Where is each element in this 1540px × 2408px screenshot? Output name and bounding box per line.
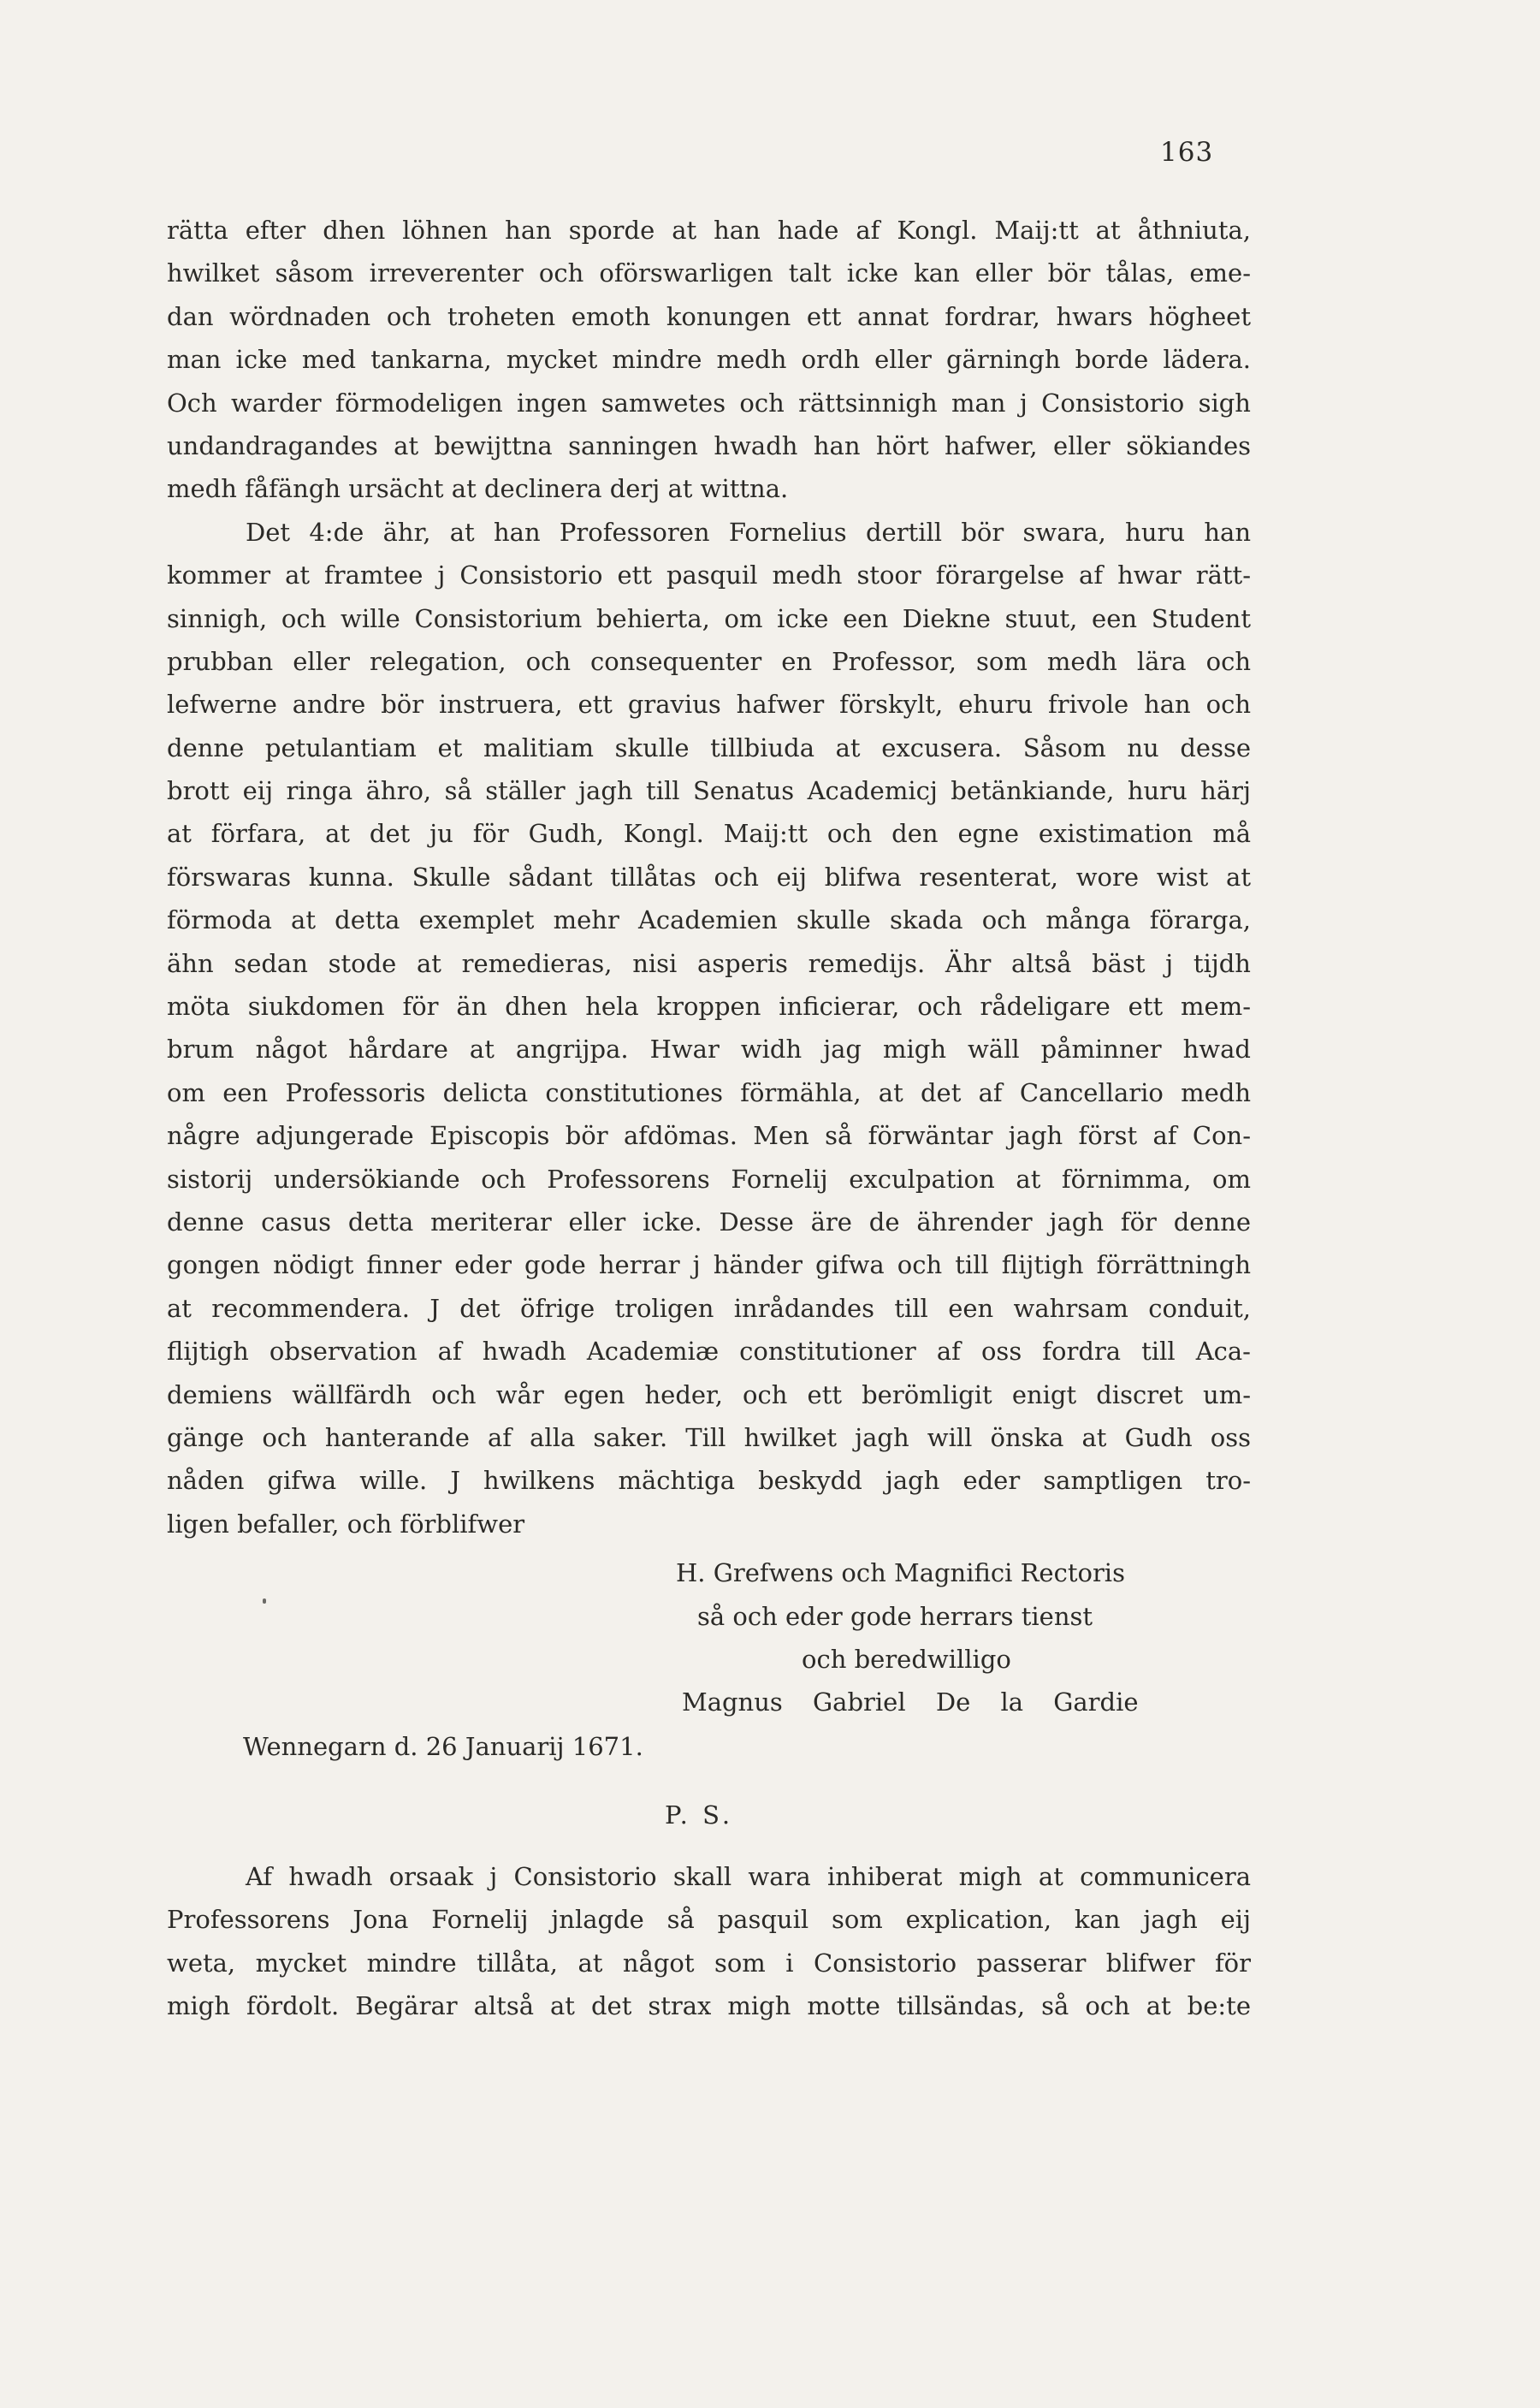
text-line: gongen nödigt finner eder gode herrar j händer gifwa och till flijtigh förrättningh — [167, 1250, 1251, 1280]
text-line: demiens wällfärdh och wår egen heder, och ett berömligit enigt discret um- — [167, 1379, 1251, 1409]
text-line: migh fördolt. Begärar altså at det strax migh motte tillsändas, så och at be:te — [167, 1991, 1251, 2021]
text-line: möta siukdomen för än dhen hela kroppen inficierar, och rådeligare ett mem- — [167, 992, 1251, 1022]
text-line: rätta efter dhen löhnen han sporde at han hade af Kongl. Maij:tt at åthniuta, — [167, 216, 1251, 245]
text-line: weta, mycket mindre tillåta, at något som i Consistorio passerar blifwer för — [167, 1948, 1251, 1978]
text-line: förmoda at detta exemplet mehr Academien skulle skada och många förarga, — [167, 905, 1251, 935]
text-line: nåden gifwa wille. J hwilkens mächtiga beskydd jagh eder samptligen tro- — [167, 1466, 1251, 1496]
text-line: gänge och hanterande af alla saker. Till hwilket jagh will önska at Gudh oss — [167, 1422, 1251, 1452]
letter-body — [167, 209, 1251, 1545]
text-line: ligen befaller, och förblifwer — [167, 1509, 525, 1539]
text-line: sinnigh, och wille Consistorium behierta, om icke een Diekne stuut, een Student — [167, 603, 1251, 633]
text-line: medh fåfängh ursächt at declinera derj at wittna. — [167, 474, 789, 504]
ink-speck — [263, 1598, 266, 1604]
text-line: sistorij undersökiande och Professorens Fornelij exculpation at förnimma, om — [167, 1164, 1251, 1194]
text-line: denne casus detta meriterar eller icke. Desse äre de ährender jagh för denne — [167, 1207, 1251, 1237]
text-line: hwilket såsom irreverenter och oförswarligen talt icke kan eller bör tålas, eme- — [167, 258, 1251, 288]
text-line: brum något hårdare at angrijpa. Hwar widh jag migh wäll påminner hwad — [167, 1035, 1251, 1065]
text-line: man icke med tankarna, mycket mindre medh ordh eller gärningh borde lädera. — [167, 345, 1251, 375]
postscript-heading: P. S. — [665, 1800, 734, 1830]
postscript-body — [167, 1855, 1251, 2028]
dateline: Wennegarn d. 26 Januarij 1671. — [243, 1732, 643, 1761]
page-number: 163 — [1160, 137, 1214, 168]
text-line: Af hwadh orsaak j Consistorio skall wara inhiberat migh at communicera — [246, 1862, 1251, 1891]
text-line: lefwerne andre bör instruera, ett gravius hafwer förskylt, ehuru frivole han och — [167, 690, 1251, 720]
text-line: prubban eller relegation, och consequenter en Professor, som medh lära och — [167, 646, 1251, 676]
text-line: brott eij ringa ähro, så ställer jagh till Senatus Academicj betänkiande, huru härj — [167, 776, 1251, 806]
text-line: Det 4:de ähr, at han Professoren Fornelius dertill bör swara, huru han — [246, 517, 1251, 547]
text-line: at förfara, at det ju för Gudh, Kongl. Maij:tt och den egne existimation må — [167, 819, 1251, 849]
text-line: någre adjungerade Episcopis bör afdömas. Men så förwäntar jagh först af Con- — [167, 1121, 1251, 1151]
text-line: Och warder förmodeligen ingen samwetes och rättsinnigh man j Consistorio sigh — [167, 388, 1251, 418]
text-line: at recommendera. J det öfrige troligen inrådandes till een wahrsam conduit, — [167, 1293, 1251, 1323]
text-line: denne petulantiam et malitiam skulle tillbiuda at excusera. Såsom nu desse — [167, 732, 1251, 762]
text-line: om een Professoris delicta constitutiones förmähla, at det af Cancellario medh — [167, 1077, 1251, 1107]
text-line: förswaras kunna. Skulle sådant tillåtas och eij blifwa resenterat, wore wist at — [167, 862, 1251, 892]
signatory-name: Magnus Gabriel De la Gardie — [682, 1687, 1139, 1717]
closing-line: och beredwilligo — [802, 1645, 1011, 1674]
text-line: ähn sedan stode at remedieras, nisi asperis remedijs. Ähr altså bäst j tijdh — [167, 948, 1251, 978]
closing-line: H. Grefwens och Magnifici Rectoris — [676, 1558, 1125, 1587]
text-line: kommer at framtee j Consistorio ett pasquil medh stoor förargelse af hwar rätt- — [167, 560, 1251, 590]
text-line: Professorens Jona Fornelij jnlagde så pasquil som explication, kan jagh eij — [167, 1905, 1251, 1935]
text-line: flijtigh observation af hwadh Academiæ constitutioner af oss fordra till Aca- — [167, 1337, 1251, 1367]
text-line: undandragandes at bewijttna sanningen hwadh han hört hafwer, eller sökiandes — [167, 430, 1251, 460]
text-line: dan wördnaden och troheten emoth konungen ett annat fordrar, hwars högheet — [167, 301, 1251, 331]
closing-line: så och eder gode herrars tienst — [697, 1602, 1093, 1631]
